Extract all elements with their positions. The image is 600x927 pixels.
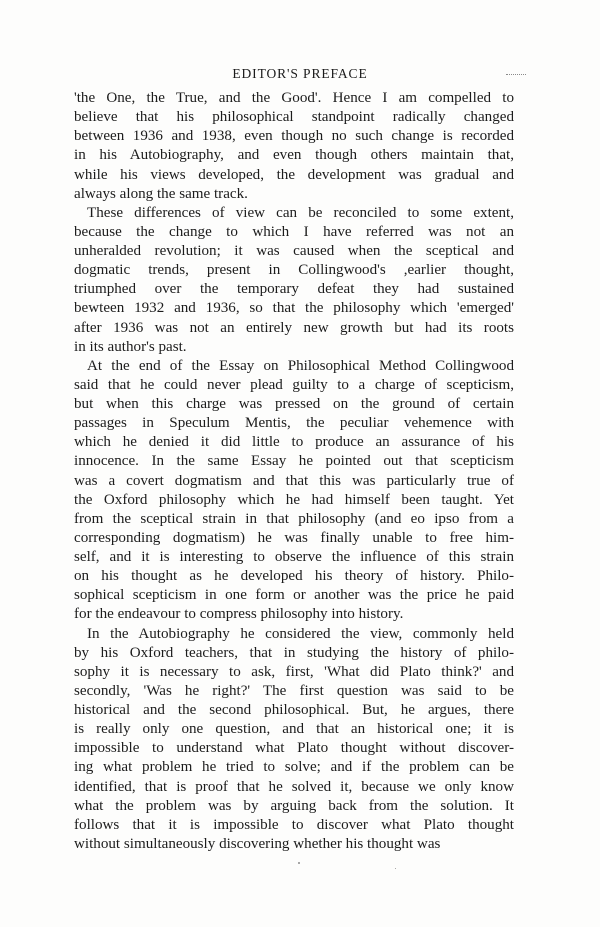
text-line: while his views developed, the development was gradual and xyxy=(74,166,514,183)
text-line: in his Autobiography, and even though others maintain that, xyxy=(74,147,514,164)
paragraph xyxy=(74,625,514,855)
text-line: dogmatic trends, present in Collingwood's ,earlier thought, xyxy=(74,262,514,279)
text-line: believe that his philosophical standpoint radically changed xyxy=(74,109,514,126)
text-line: secondly, 'Was he right?' The first question was said to be xyxy=(74,682,514,699)
text-line: impossible to understand what Plato thought without discover- xyxy=(74,740,514,757)
text-line: is really only one question, and that an historical one; it is xyxy=(74,721,514,738)
text-line: identified, that is proof that he solved it, because we only know xyxy=(74,778,514,795)
paragraph xyxy=(74,89,514,204)
text-line: which he denied it did little to produce an assurance of his xyxy=(74,434,514,451)
text-line: At the end of the Essay on Philosophical Method Collingwood xyxy=(87,357,514,374)
page-mark xyxy=(506,74,526,76)
text-line: after 1936 was not an entirely new growth but had its roots xyxy=(74,319,514,336)
text-line: said that he could never plead guilty to a charge of scepticism, xyxy=(74,376,514,393)
text-line: corresponding dogmatism) he was finally unable to free him- xyxy=(74,529,514,546)
text-line: ing what problem he tried to solve; and if the problem can be xyxy=(74,759,514,776)
body-text xyxy=(74,89,514,854)
text-line: on his thought as he developed his theory of history. Philo- xyxy=(74,568,514,585)
running-head: EDITOR'S PREFACE xyxy=(232,66,368,81)
text-line: was a covert dogmatism and that this was particularly true of xyxy=(74,472,514,489)
text-line: unheralded revolution; it was caused when the sceptical and xyxy=(74,243,514,259)
text-line: bewteen 1932 and 1936, so that the philosophy which 'emerged' xyxy=(74,300,514,317)
text-line: the Oxford philosophy which he had himself been taught. Yet xyxy=(74,491,514,508)
text-line: In the Autobiography he considered the view, commonly held xyxy=(87,625,514,642)
text-line: sophy it is necessary to ask, first, 'What did Plato think?' and xyxy=(74,663,514,680)
print-speck xyxy=(298,862,300,864)
text-line: between 1936 and 1938, even though no such change is recorded xyxy=(74,128,514,145)
text-line: for the endeavour to compress philosophy into history. xyxy=(74,606,404,623)
text-line: historical and the second philosophical. But, he argues, there xyxy=(74,702,514,718)
text-line: because the change to which I have referred was not an xyxy=(74,223,514,240)
text-line: innocence. In the same Essay he pointed out that scepticism xyxy=(74,453,514,470)
text-line: without simultaneously discovering whether his thought was xyxy=(74,835,441,852)
paragraph xyxy=(74,204,514,357)
text-line: self, and it is interesting to observe the influence of this strain xyxy=(74,549,514,565)
text-line: These differences of view can be reconciled to some extent, xyxy=(87,204,514,221)
text-line: follows that it is impossible to discover what Plato thought xyxy=(74,816,514,833)
text-line: sophical scepticism in one form or another was the price he paid xyxy=(74,587,514,604)
text-line: from the sceptical strain in that philosophy (and eo ipso from a xyxy=(74,510,514,527)
text-line: in its author's past. xyxy=(74,338,187,355)
text-line: what the problem was by arguing back from the solution. It xyxy=(74,797,514,814)
text-line: passages in Speculum Mentis, the peculiar vehemence with xyxy=(74,415,514,432)
print-speck xyxy=(395,868,396,869)
paragraph xyxy=(74,357,514,625)
text-line: 'the One, the True, and the Good'. Hence I am compelled to xyxy=(74,90,514,106)
text-line: but when this charge was pressed on the ground of certain xyxy=(74,396,514,412)
text-line: always along the same track. xyxy=(74,185,248,202)
text-line: by his Oxford teachers, that in studying the history of philo- xyxy=(74,644,514,661)
text-line: triumphed over the temporary defeat they had sustained xyxy=(74,281,514,298)
